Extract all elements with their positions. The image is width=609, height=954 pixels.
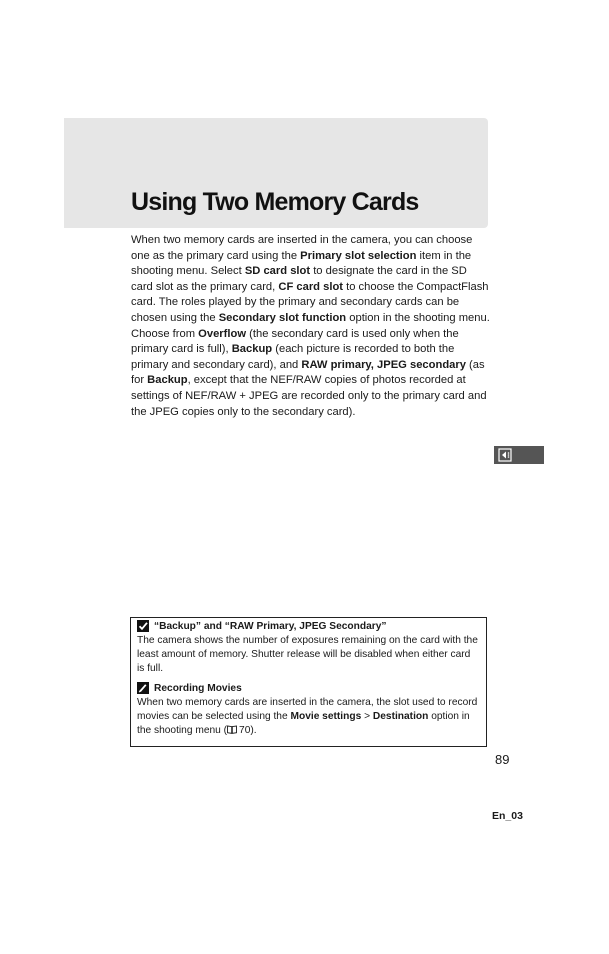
backup-term: Backup xyxy=(147,374,188,387)
note-body-backup: The camera shows the number of exposures remaining on the card with the least amount of memory. Shutter release will be disabled when either card is full. xyxy=(137,635,478,674)
overflow-term: Overflow xyxy=(198,327,247,340)
body-text-run: to choose the CompactFlash card. The roles played by the primary and secondary cards can be chosen using the xyxy=(131,280,489,324)
note-text-run: When two memory cards are inserted in the camera, the slot used to record movies can be selected using the xyxy=(137,697,478,722)
body-text-run: option in the shooting menu. Choose from xyxy=(131,311,490,340)
cf-card-slot-term: CF card slot xyxy=(278,280,344,293)
destination-term: Destination xyxy=(372,711,429,722)
body-text-run: item in the shooting menu. Select xyxy=(131,249,472,278)
note-heading-text: Recording Movies xyxy=(154,682,242,694)
raw-primary-jpeg-secondary-term: RAW primary, JPEG secondary xyxy=(301,358,466,371)
note-body-recording-movies xyxy=(137,696,480,738)
section-tab xyxy=(494,446,544,464)
checkmark-note-icon xyxy=(137,620,149,632)
note-text-run: ). xyxy=(250,725,257,736)
book-icon xyxy=(227,725,237,734)
pencil-note-icon xyxy=(137,682,149,694)
note-heading-recording-movies xyxy=(137,682,480,694)
body-text-run: (as for xyxy=(131,358,485,387)
primary-slot-selection-term: Primary slot selection xyxy=(300,249,417,262)
notes-box xyxy=(130,617,487,747)
body-text-run: , except that the NEF/RAW copies of photos recorded at settings of NEF/RAW + JPEG are recorded only to the primary card and the JPEG copies only to the secondary card). xyxy=(131,374,487,418)
backup-term: Backup xyxy=(231,343,273,356)
sd-card-slot-term: SD card slot xyxy=(244,265,311,278)
body-text-run: to designate the card in the SD card slot as the primary card, xyxy=(131,265,467,293)
body-text-run: (the secondary card is used only when the primary card is full), xyxy=(131,327,459,356)
body-text-run: When two memory cards are inserted in the camera, you can choose one as the primary card using the xyxy=(131,234,473,262)
note-text-run: > xyxy=(361,711,373,722)
body-paragraph xyxy=(131,233,491,420)
footer-code: En_03 xyxy=(492,810,523,822)
movie-settings-term: Movie settings xyxy=(290,711,362,722)
body-text-run: (each picture is recorded to both the primary and secondary card), and xyxy=(131,343,455,371)
shooting-menu-icon xyxy=(498,448,512,462)
page-number: 89 xyxy=(495,752,510,767)
note-heading-backup xyxy=(137,620,480,632)
note-heading-text: “Backup” and “RAW Primary, JPEG Secondary” xyxy=(154,620,387,632)
page-reference: 70 xyxy=(239,725,251,736)
page-title: Using Two Memory Cards xyxy=(131,188,419,216)
note-text-run: option in the shooting menu ( xyxy=(137,711,470,736)
secondary-slot-function-term: Secondary slot function xyxy=(218,311,347,324)
